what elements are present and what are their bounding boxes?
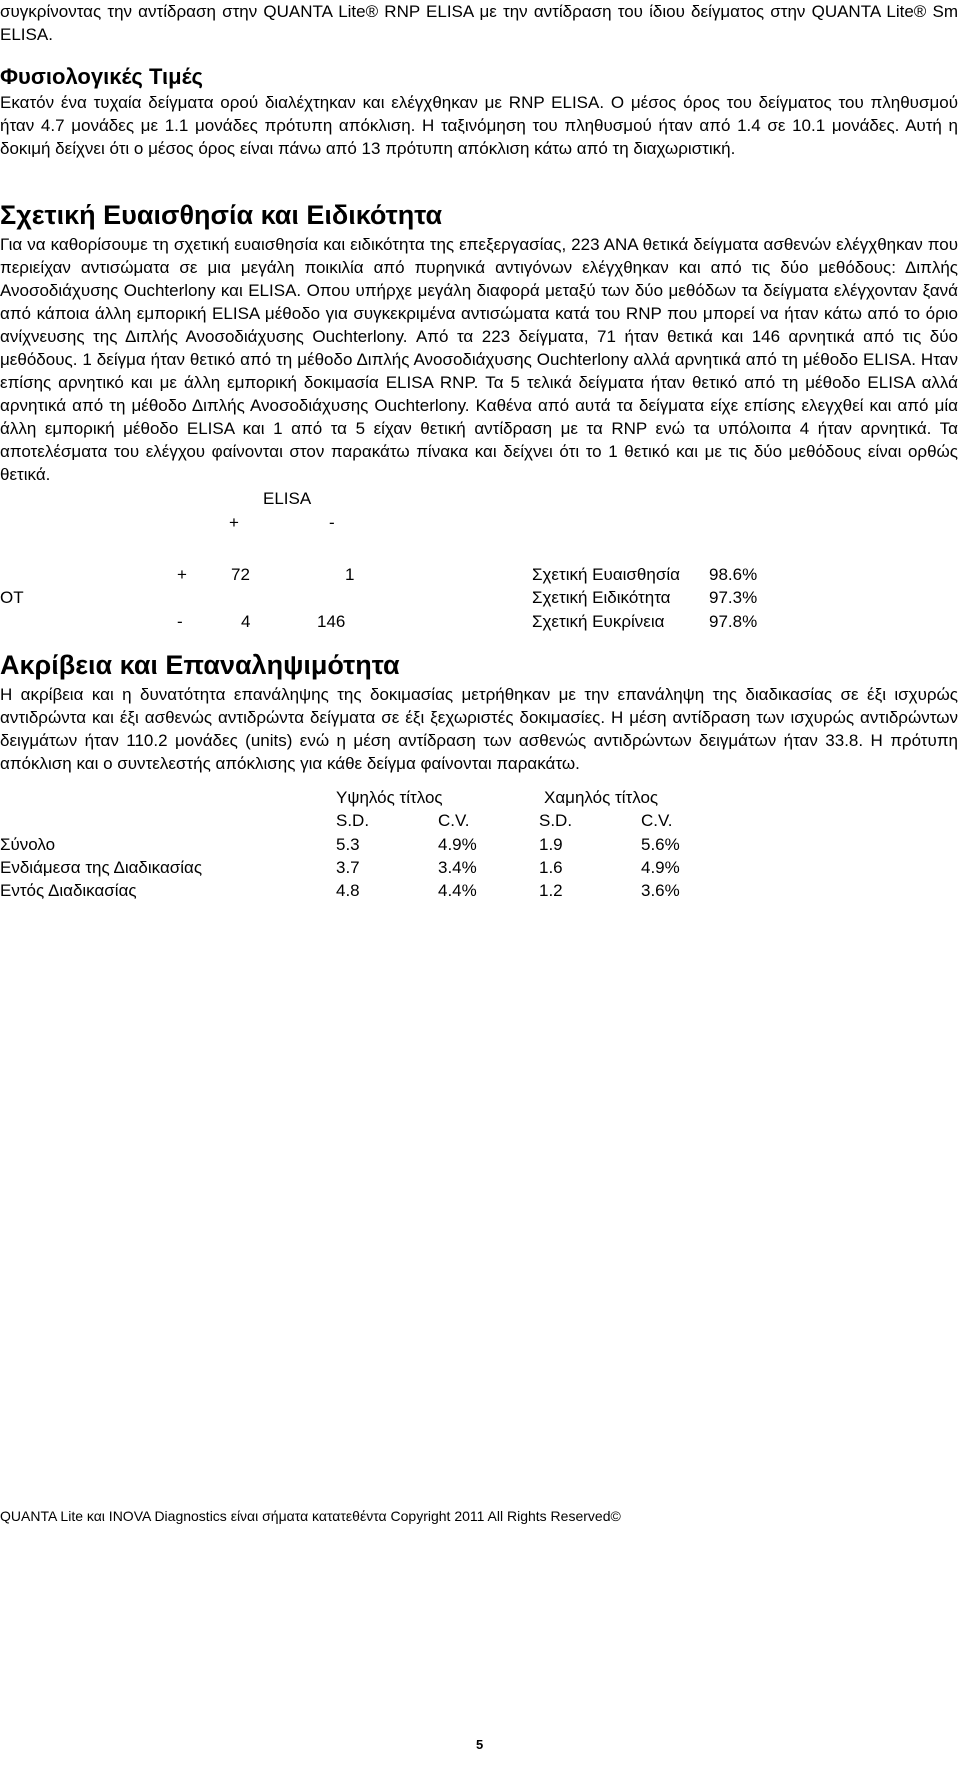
stat-value-specificity: 97.3% bbox=[709, 588, 758, 607]
row-label-intra-assay: Εντός Διαδικασίας bbox=[0, 881, 137, 900]
row-label-inter-assay: Ενδιάμεσα της Διαδικασίας bbox=[0, 858, 203, 877]
total-high-cv: 4.9% bbox=[438, 835, 477, 854]
intra-low-cv: 3.6% bbox=[641, 881, 680, 900]
intra-high-sd: 4.8 bbox=[336, 881, 360, 900]
stat-label-specificity: Σχετική Ειδικότητα bbox=[532, 588, 671, 607]
inter-low-cv: 4.9% bbox=[641, 858, 680, 877]
high-titer-header: Υψηλός τίτλος bbox=[336, 788, 443, 807]
high-sd-header: S.D. bbox=[336, 811, 370, 830]
total-high-sd: 5.3 bbox=[336, 835, 360, 854]
sensitivity-paragraph: Για να καθορίσουμε τη σχετική ευαισθησία και ειδικότητα της επεξεργασίας, 223 ΑΝΑ θετικά δείγματα ασθενών ελέγχθηκαν που περιείχαν αντισώματα σε μια μεγάλη ποικιλία από πυρηνικά αντιγόνων ελέγχθηκαν και από τις δύο μεθόδους: Διπλής Ανοσοδιάχυσης Ouchterlony και ELISA. Οπου υπήρχε μεγάλη διαφορά μεταξύ των δύο μεθόδων τα δείγματα ελέγχονταν ξανά από κάποια άλλη εμπορική ELISA μέθοδο για συγκεκριμένα αντισώματα κατά του RNP που μπορεί να ήταν κάτω από το όριο ανίχνευσης της Διπλής Ανοσοδιάχυσης Ouchterlony. Από τα 223 δείγματα, 71 ήταν θετικά και 146 αρνητικά από τις δύο μεθόδους. 1 δείγμα ήταν θετικό από τη μέθοδο Διπλής Ανοσοδιάχυσης Ouchterlony αλλά αρνητικά από τη μέθοδο ELISA. Ηταν επίσης αρνητικό και με άλλη εμπορική δοκιμασία ELISA RNP. Τα 5 τελικά δείγματα ήταν θετικό από τη μέθοδο ELISA αλλά αρνητικά από τη μέθοδο Διπλής Ανοσοδιάχυσης Ouchterlony. Καθένα από αυτά τα δείγματα είχε επίσης ελεγχθεί και από μία άλλη εμπορική μέθοδο ELISA και 1 από τα 5 είχαν θετική αντίδραση με τα RNP ενώ τα υπόλοιπα 4 ήταν αρνητικά. Τα αποτελέσματα του ελέγχου φαίνονται στον παρακάτω πίνακα και δείχνει ότι το 1 θετικό και με τις δύο μεθόδους είναι ορθώς θετικά. bbox=[0, 235, 958, 484]
precision-heading: Ακρίβεια και Επαναληψιμότητα bbox=[0, 650, 400, 680]
low-sd-header: S.D. bbox=[539, 811, 573, 830]
stat-value-agreement: 97.8% bbox=[709, 612, 758, 631]
inter-low-sd: 1.6 bbox=[539, 858, 563, 877]
elisa-header: ELISA bbox=[263, 489, 312, 508]
row-label-total: Σύνολο bbox=[0, 835, 56, 854]
ot-row-positive-sign: + bbox=[177, 565, 187, 584]
precision-paragraph: Η ακρίβεια και η δυνατότητα επανάληψης της δοκιμασίας μετρήθηκαν με την επανάληψη της διαδικασίας σε έξι ισχυρώς αντιδρώντα και έξι ασθενώς αντιδρώντα δείγματα σε έξι ξεχωριστές δοκιμασίες. Η μέση αντίδραση των ισχυρώς αντιδρώντων δειγμάτων ήταν 110.2 μονάδες (units) ενώ η μέση αντίδραση των ασθενώς αντιδρώντων δειγμάτων ήταν 33.8. Η πρότυπη απόκλιση και ο συντελεστής απόκλισης για κάθε δείγμα φαίνονται παρακάτω. bbox=[0, 685, 958, 773]
elisa-col-negative: - bbox=[329, 513, 335, 532]
inter-high-sd: 3.7 bbox=[336, 858, 360, 877]
inter-high-cv: 3.4% bbox=[438, 858, 477, 877]
ot-row-negative-sign: - bbox=[177, 612, 183, 631]
cell-pos-neg: 1 bbox=[345, 565, 355, 584]
stat-value-sensitivity: 98.6% bbox=[709, 565, 758, 584]
low-cv-header: C.V. bbox=[641, 811, 673, 830]
cell-neg-neg: 146 bbox=[317, 612, 346, 631]
page-number: 5 bbox=[476, 1737, 484, 1752]
copyright-footer: QUANTA Lite και INOVA Diagnostics είναι σήματα κατατεθέντα Copyright 2011 All Rights Reserved© bbox=[0, 1508, 621, 1524]
stat-label-sensitivity: Σχετική Ευαισθησία bbox=[532, 565, 680, 584]
cell-neg-pos: 4 bbox=[241, 612, 251, 631]
cell-pos-pos: 72 bbox=[231, 565, 250, 584]
stat-label-agreement: Σχετική Ευκρίνεια bbox=[532, 612, 665, 631]
normal-values-paragraph: Εκατόν ένα τυχαία δείγματα ορού διαλέχτηκαν και ελέγχθηκαν με RNP ELISA. Ο μέσος όρος του δείγματος του πληθυσμού ήταν 4.7 μονάδες με 1.1 μονάδες πρότυπη απόκλιση. Η ταξινόμηση του πληθυσμού ήταν από 1.4 σε 10.1 μονάδες. Αυτή η δοκιμή δείχνει ότι ο μέσος όρος είναι πάνω από 13 πρότυπη απόκλιση κάτω από τη διαχωριστική. bbox=[0, 93, 958, 158]
total-low-sd: 1.9 bbox=[539, 835, 563, 854]
normal-values-heading: Φυσιολογικές Τιμές bbox=[0, 64, 203, 89]
elisa-col-positive: + bbox=[229, 513, 239, 532]
low-titer-header: Χαμηλός τίτλος bbox=[544, 788, 659, 807]
ot-row-label: OT bbox=[0, 588, 24, 607]
sensitivity-heading: Σχετική Ευαισθησία και Ειδικότητα bbox=[0, 200, 443, 230]
total-low-cv: 5.6% bbox=[641, 835, 680, 854]
intra-low-sd: 1.2 bbox=[539, 881, 563, 900]
high-cv-header: C.V. bbox=[438, 811, 470, 830]
intro-paragraph: συγκρίνοντας την αντίδραση στην QUANTA Lite® RNP ELISA με την αντίδραση του ίδιου δείγματος στην QUANTA Lite® Sm ELISA. bbox=[0, 2, 958, 44]
intra-high-cv: 4.4% bbox=[438, 881, 477, 900]
